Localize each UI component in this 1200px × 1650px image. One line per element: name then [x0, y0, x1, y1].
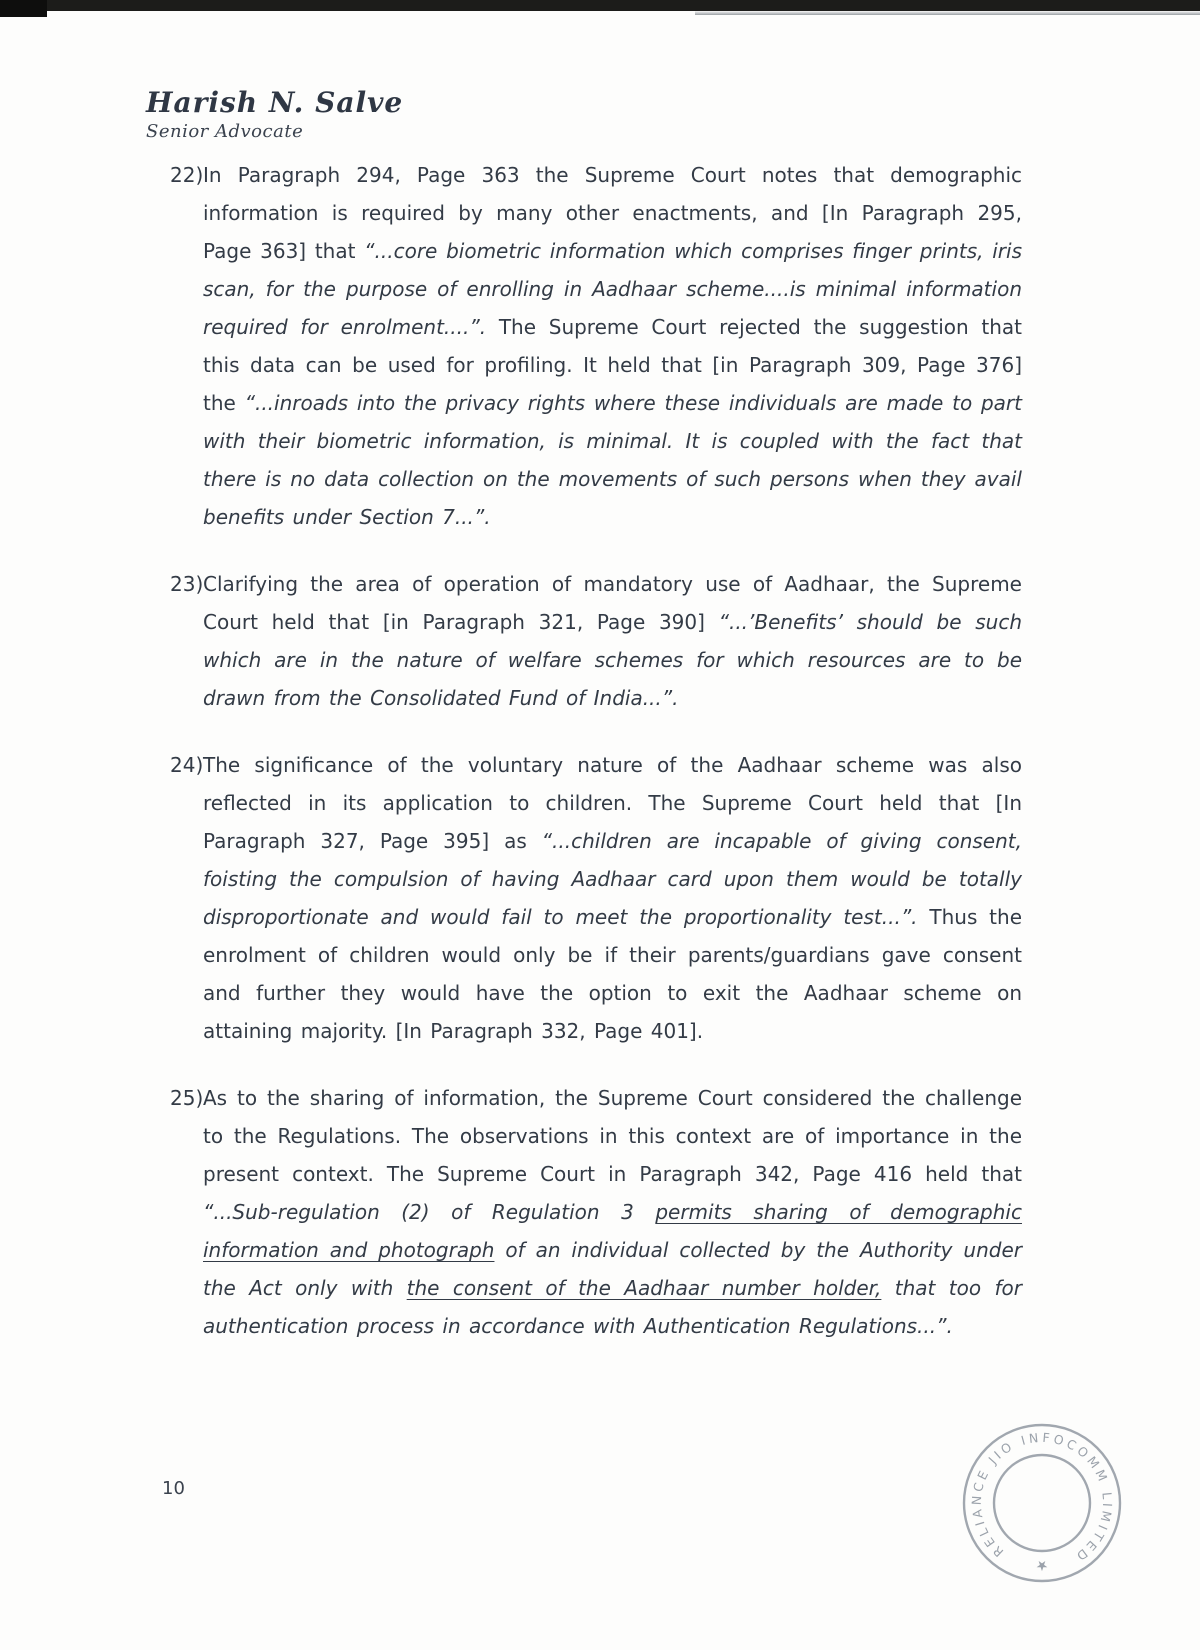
- text-segment: permits sharing of demographic information and photograph: [203, 1200, 1022, 1262]
- text-segment: Thus the enrolment of children would only be if their parents/guardians gave consent and further they would have the option to exit the Aadhaar scheme on attaining majority. [In Paragraph 332, Page 401].: [203, 905, 1023, 1043]
- paragraph-list: [170, 156, 1022, 1374]
- company-stamp: [962, 1423, 1122, 1583]
- paragraph: [170, 746, 1022, 1050]
- text-segment: “...Sub-regulation (2) of Regulation 3: [203, 1200, 656, 1224]
- paragraph-number: 24): [170, 753, 204, 777]
- text-segment: The significance of the voluntary nature of the Aadhaar scheme was also reflected in its application to children. The Supreme Court held that [In Paragraph 327, Page 395] as: [203, 753, 1022, 853]
- text-segment: “...children are incapable of giving consent, foisting the compulsion of having Aadhaar card upon them would be totally disproportionate and would fail to meet the proportionality test...”.: [203, 829, 1022, 929]
- paragraph: [170, 565, 1022, 717]
- letterhead: [146, 88, 403, 142]
- stamp-star-icon: ★: [1035, 1557, 1049, 1573]
- text-segment: “...’Benefits’ should be such which are in the nature of welfare schemes for which resources are to be drawn from the Consolidated Fund of India...”.: [203, 610, 1022, 710]
- text-segment: The Supreme Court rejected the suggestion that this data can be used for profiling. It held that [in Paragraph 309, Page 376] the: [203, 315, 1023, 415]
- text-segment: In Paragraph 294, Page 363 the Supreme Court notes that demographic information is required by many other enactments, and [In Paragraph 295, Page 363] that: [203, 163, 1022, 263]
- text-segment: “...inroads into the privacy rights where these individuals are made to part with their biometric information, is minimal. It is coupled with the fact that there is no data collection on the movements of such persons when they avail benefits under Section 7...”.: [203, 391, 1022, 529]
- stamp-inner-ring: [994, 1455, 1090, 1551]
- scan-artifact-light-line: [695, 11, 1200, 15]
- text-segment: Clarifying the area of operation of mandatory use of Aadhaar, the Supreme Court held that [in Paragraph 321, Page 390]: [203, 572, 1022, 634]
- paragraph: [170, 156, 1022, 536]
- stamp-textpath: RELIANCE JIO INFOCOMM LIMITED: [968, 1429, 1116, 1566]
- text-segment: the consent of the Aadhaar number holder,: [406, 1276, 882, 1300]
- page-number: 10: [162, 1478, 185, 1499]
- paragraph-number: 22): [170, 163, 204, 187]
- text-segment: “...core biometric information which comprises finger prints, iris scan, for the purpose of enrolling in Aadhaar scheme....is minimal information required for enrolment....”.: [203, 239, 1022, 339]
- scan-artifact-corner-block: [0, 0, 47, 17]
- scan-artifact-top-bar: [0, 0, 1200, 11]
- text-segment: As to the sharing of information, the Supreme Court considered the challenge to the Regulations. The observations in this context are of importance in the present context. The Supreme Court in Paragraph 342, Page 416 held that: [203, 1086, 1022, 1186]
- text-segment: that too for authentication process in accordance with Authentication Regulations...”.: [203, 1276, 1022, 1338]
- paragraph-number: 23): [170, 572, 204, 596]
- paragraph-number: 25): [170, 1086, 204, 1110]
- text-segment: of an individual collected by the Authority under the Act only with: [203, 1238, 1022, 1300]
- advocate-title: Senior Advocate: [146, 120, 304, 142]
- paragraph: [170, 1079, 1022, 1345]
- advocate-name: Harish N. Salve: [146, 86, 404, 119]
